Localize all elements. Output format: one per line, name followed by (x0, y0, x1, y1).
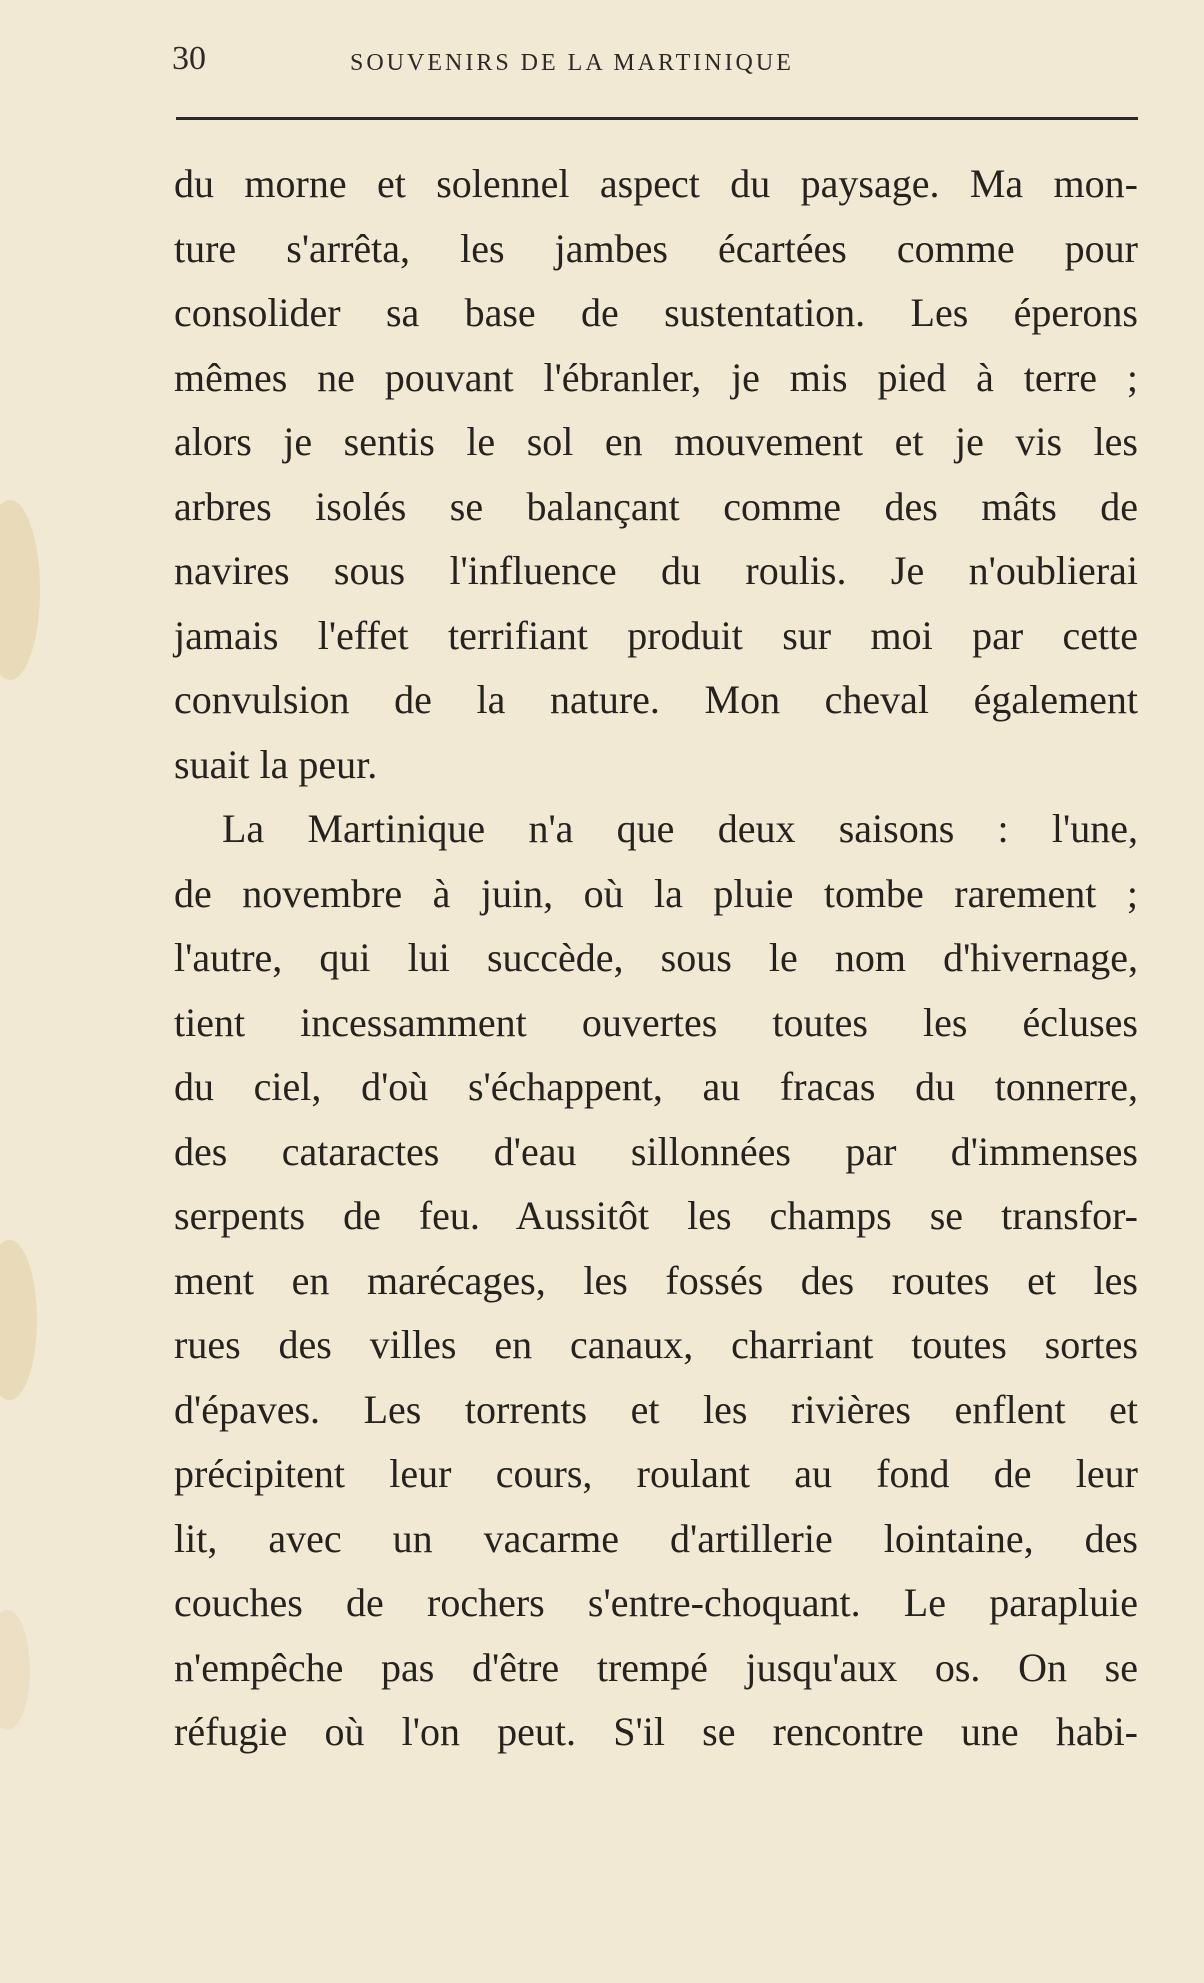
page-number: 30 (172, 40, 206, 77)
text-line: suait la peur. (174, 741, 378, 787)
text-line: du morne et solennel aspect du paysage. Ma mon- (174, 161, 1138, 206)
text-line: mêmes ne pouvant l'ébranler, je mis pied à terre ; (174, 354, 1138, 400)
text-line: jamais l'effet terrifiant produit sur moi par cette (174, 612, 1138, 658)
text-line: arbres isolés se balançant comme des mâts de (174, 483, 1138, 529)
paper-stain (0, 500, 40, 680)
text-line: du ciel, d'où s'échappent, au fracas du tonnerre, (174, 1064, 1138, 1109)
text-line: La Martinique n'a que deux saisons : l'une, (222, 806, 1138, 851)
text-line: des cataractes d'eau sillonnées par d'immenses (174, 1128, 1138, 1174)
header-rule (176, 117, 1138, 120)
paper-stain (0, 1610, 30, 1730)
text-line: l'autre, qui lui succède, sous le nom d'hivernage, (174, 935, 1138, 980)
text-line: alors je sentis le sol en mouvement et je vis les (174, 419, 1138, 464)
body-text (174, 152, 1138, 1765)
text-line: précipitent leur cours, roulant au fond de leur (174, 1451, 1138, 1496)
text-line: lit, avec un vacarme d'artillerie lointaine, des (174, 1515, 1138, 1561)
text-line: ment en marécages, les fossés des routes et les (174, 1257, 1138, 1303)
running-head: SOUVENIRS DE LA MARTINIQUE (350, 50, 794, 76)
text-line: consolider sa base de sustentation. Les éperons (174, 290, 1138, 335)
text-line: couches de rochers s'entre-choquant. Le parapluie (174, 1580, 1138, 1625)
text-line: rues des villes en canaux, charriant toutes sortes (174, 1322, 1138, 1367)
text-line: serpents de feu. Aussitôt les champs se transfor- (174, 1193, 1138, 1238)
paper-stain (0, 1240, 37, 1400)
text-line: n'empêche pas d'être trempé jusqu'aux os. On se (174, 1644, 1138, 1690)
text-line: de novembre à juin, où la pluie tombe rarement ; (174, 870, 1138, 916)
text-line: convulsion de la nature. Mon cheval également (174, 677, 1138, 722)
text-line: d'épaves. Les torrents et les rivières enflent et (174, 1386, 1138, 1432)
text-line: ture s'arrêta, les jambes écartées comme pour (174, 225, 1138, 271)
text-line: réfugie où l'on peut. S'il se rencontre une habi- (174, 1709, 1138, 1754)
text-line: tient incessamment ouvertes toutes les écluses (174, 999, 1138, 1045)
text-line: navires sous l'influence du roulis. Je n'oublierai (174, 548, 1138, 593)
